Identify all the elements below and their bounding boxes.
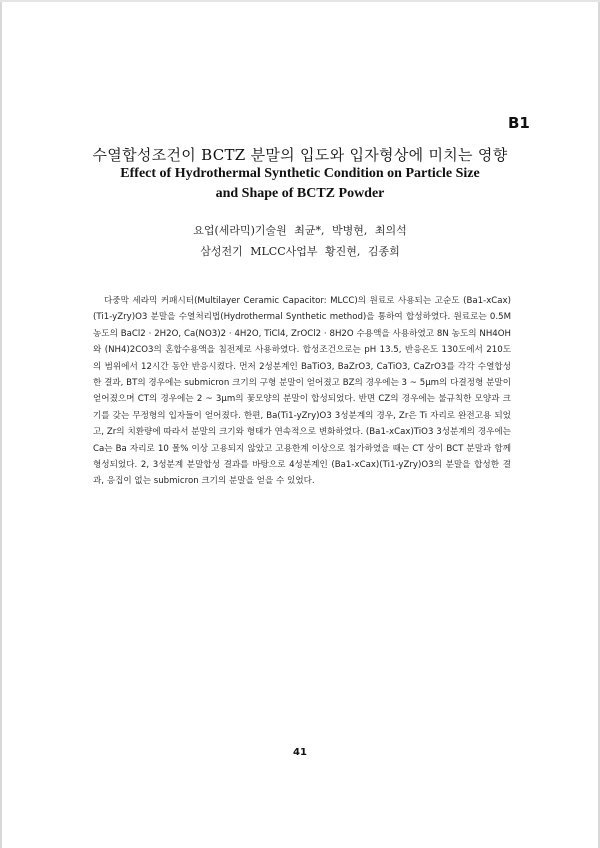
abstract-text: 다중막 세라믹 커패시터(Multilayer Ceramic Capacitor: MLCC)의 원료로 사용되는 고순도 (Ba1-xCax)(Ti1-yZry)O3 분말을 수열처리법(Hydrothermal Synthetic method)을 통하여 합성하였다. 원료로는 0.5M 농도의 BaCl2 · 2H2O, Ca(NO3)2 · 4H2O, TiCl4, ZrOCl2 · 8H2O 수용액을 사용하였고 8N 농도의 NH4OH와 (NH4)2CO3의 혼합수용액을 침전제로 사용하였다. 합성조건으로는 pH 13.5, 반응온도 130도에서 210도의 범위에서 12시간 동안 반응시켰다. 먼저 2성분계인 BaTiO3, BaZrO3, CaTiO3, CaZrO3를 각각 수열합성한 결과, BT의 경우에는 submicron 크기의 구형 분말이 얻어졌고 BZ의 경우에는 3 ~ 5μm의 다결정형 분말이 얻어졌으며 CT의 경우에는 2 ~ 3μm의 꽃모양의 분말이 합성되었다. 반면 CZ의 경우에는 불규칙한 모양과 크기를 갖는 무정형의 입자들이 얻어졌다. 한편, Ba(Ti1-yZry)O3 3성분계의 경우, Zr은 Ti 자리로 완전고용 되었고, Zr의 치환량에 따라서 분말의 크기와 형태가 연속적으로 변화하였다. (Ba1-xCax)TiO3 3성분계의 경우에는 Ca는 Ba 자리로 10 몰% 이상 고용되지 않았고 고용한계 이상으로 첨가하였을 때는 CT 상이 BCT 분말과 함께 형성되었다. 2, 3성분계 분말합성 결과를 바탕으로 4성분계인 (Ba1-xCax)(Ti1-yZry)O3의 분말을 합성한 결과, 응집이 없는 submicron 크기의 분말을 얻을 수 있었다.: [93, 296, 511, 487]
page-number: 41: [293, 747, 307, 758]
session-code: B1: [508, 114, 530, 132]
affiliation-1: 요업(세라믹)기술원 최균*, 박병현, 최의석: [193, 224, 407, 237]
title-korean: 수열합성조건이 BCTZ 분말의 입도와 입자형상에 미치는 영향: [92, 146, 508, 164]
title-english-line-2: and Shape of BCTZ Powder: [215, 186, 385, 201]
page-edge-top: [0, 0, 600, 2]
title-english-line-1: Effect of Hydrothermal Synthetic Condition on Particle Size: [120, 166, 480, 181]
page-edge-left: [0, 0, 2, 848]
affiliation-2: 삼성전기 MLCC사업부 황진현, 김종희: [200, 245, 400, 258]
